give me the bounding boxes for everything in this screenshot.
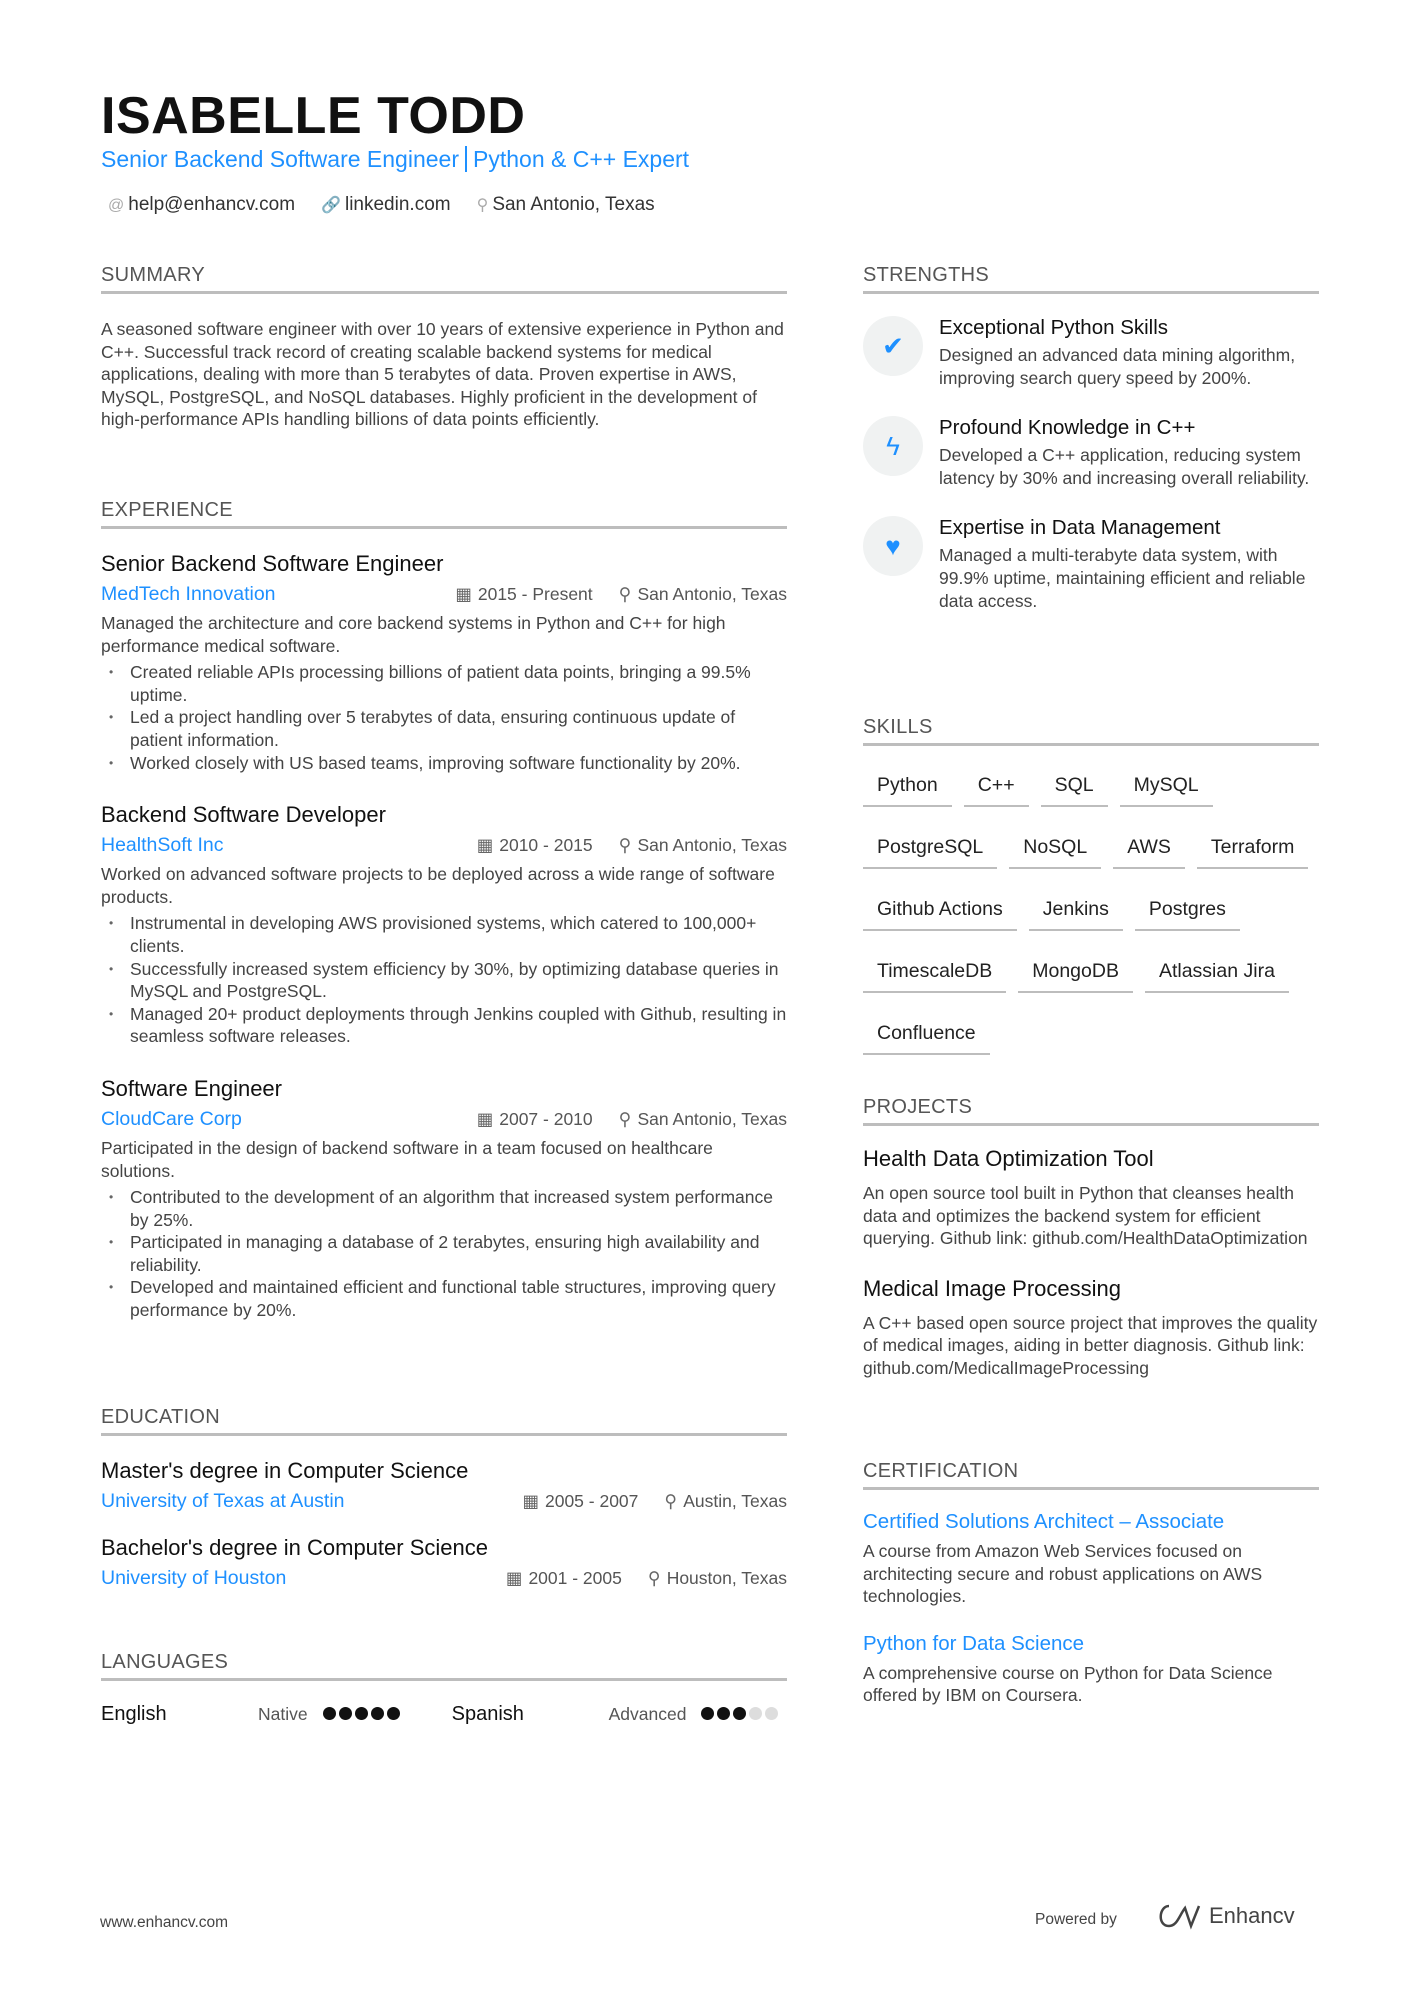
proficiency-dot xyxy=(387,1707,400,1720)
education-meta-row xyxy=(101,1490,787,1513)
project-entry xyxy=(863,1146,1319,1250)
bullet-item: • Participated in managing a database of 2 terabytes, ensuring high availability and reliability. xyxy=(101,1231,787,1276)
location-text: San Antonio, Texas xyxy=(637,1108,787,1129)
experience-entry xyxy=(101,551,787,774)
experience-section xyxy=(101,499,787,1322)
entry-meta xyxy=(522,1491,787,1512)
certification-section xyxy=(863,1460,1319,1707)
bullet-item: • Managed 20+ product deployments through Jenkins coupled with Github, resulting in seamless software releases. xyxy=(101,1003,787,1048)
proficiency-dot xyxy=(371,1707,384,1720)
entry-location xyxy=(619,835,787,856)
education-entry xyxy=(101,1535,787,1590)
contact-item[interactable] xyxy=(321,194,451,216)
strength-title: Expertise in Data Management xyxy=(939,516,1221,540)
language-name: English xyxy=(101,1703,167,1725)
languages-row xyxy=(101,1703,787,1726)
skill-tag: TimescaleDB xyxy=(863,948,1006,993)
section-heading: SUMMARY xyxy=(101,264,787,294)
dates-text: 2015 - Present xyxy=(477,584,593,604)
location-pin-icon: ⚲ xyxy=(647,1568,661,1588)
checkmark-icon: ✔ xyxy=(863,316,923,376)
enhancv-logo[interactable] xyxy=(1155,1902,1295,1930)
contact-text: San Antonio, Texas xyxy=(492,194,655,215)
contact-text: help@enhancv.com xyxy=(128,194,296,215)
strength-text xyxy=(939,316,1319,389)
job-title: Senior Backend Software Engineer xyxy=(101,551,444,576)
project-description: A C++ based open source project that improves the quality of medical images, aiding in better diagnosis. Github link: github.com/MedicalImageProcessing xyxy=(863,1312,1318,1378)
job-title: Software Engineer xyxy=(101,1075,282,1101)
company-name[interactable]: CloudCare Corp xyxy=(101,1107,242,1130)
dates-text: 2007 - 2010 xyxy=(499,1108,593,1129)
candidate-title xyxy=(101,146,689,173)
education-entry xyxy=(101,1458,787,1513)
calendar-icon: ▦ xyxy=(522,1491,539,1511)
strength-title: Exceptional Python Skills xyxy=(939,316,1169,339)
skill-tag: NoSQL xyxy=(1009,824,1101,869)
candidate-name: ISABELLE TODD xyxy=(101,87,526,145)
job-bullets xyxy=(101,912,787,1048)
experience-entry xyxy=(101,1076,787,1322)
location-pin-icon: ⚲ xyxy=(476,197,489,214)
skill-tag: MySQL xyxy=(1120,762,1213,807)
location-text: San Antonio, Texas xyxy=(637,835,787,856)
location-pin-icon: ⚲ xyxy=(618,584,632,604)
skill-tag: Atlassian Jira xyxy=(1145,948,1289,993)
dates-text: 2001 - 2005 xyxy=(528,1568,622,1588)
title-role: Senior Backend Software Engineer xyxy=(101,146,459,172)
certification-entry xyxy=(863,1632,1319,1707)
projects-section xyxy=(863,1096,1319,1380)
skill-tag: Postgres xyxy=(1135,886,1240,931)
job-description: Worked on advanced software projects to be deployed across a wide range of software products. xyxy=(101,864,775,907)
school-name[interactable]: University of Houston xyxy=(101,1567,287,1589)
company-name[interactable]: MedTech Innovation xyxy=(101,583,276,605)
language-level: Advanced xyxy=(608,1704,687,1724)
location-pin-icon: ⚲ xyxy=(618,1108,632,1129)
bullet-item: • Instrumental in developing AWS provisioned systems, which catered to 100,000+ clients. xyxy=(101,912,787,957)
section-heading: SKILLS xyxy=(863,716,1319,746)
proficiency-dot xyxy=(701,1707,714,1720)
degree: Master's degree in Computer Science xyxy=(101,1458,469,1483)
section-heading: EXPERIENCE xyxy=(101,499,787,529)
job-meta-row xyxy=(101,1108,787,1131)
proficiency-dot xyxy=(749,1707,762,1720)
calendar-icon: ▦ xyxy=(455,584,472,604)
skill-tag: PostgreSQL xyxy=(863,824,997,869)
entry-meta xyxy=(477,1109,787,1130)
location-pin-icon: ⚲ xyxy=(664,1491,678,1511)
languages-section xyxy=(101,1651,787,1726)
job-meta-row xyxy=(101,583,787,606)
calendar-icon: ▦ xyxy=(476,835,494,856)
bullet-item: • Worked closely with US based teams, improving software functionality by 20%. xyxy=(101,752,787,775)
entry-dates xyxy=(455,584,592,605)
proficiency-dot xyxy=(717,1707,730,1720)
education-meta-row xyxy=(101,1567,787,1590)
job-bullets xyxy=(101,661,787,774)
section-heading: PROJECTS xyxy=(863,1096,1319,1126)
summary-text: A seasoned software engineer with over 10 years of extensive experience in Python and C++. Successful track record of creating scalable backend systems for medical applications, dealing with more than 5 terabytes of data. Proven expertise in AWS, MySQL, PostgreSQL, and NoSQL databases. Highly proficient in the development of high-performance APIs handling billions of data points efficiently. xyxy=(101,319,784,430)
company-name[interactable]: HealthSoft Inc xyxy=(101,834,224,857)
proficiency-dot xyxy=(765,1707,778,1720)
certification-description: A course from Amazon Web Services focused on architecting secure and robust applications on AWS technologies. xyxy=(863,1541,1263,1607)
section-heading: STRENGTHS xyxy=(863,264,1319,294)
education-section xyxy=(101,1406,787,1590)
proficiency-dot xyxy=(323,1707,336,1720)
strengths-section xyxy=(863,264,1319,639)
location-text: Austin, Texas xyxy=(683,1491,787,1511)
certification-description: A comprehensive course on Python for Data Science offered by IBM on Coursera. xyxy=(863,1662,1273,1706)
entry-dates xyxy=(506,1568,622,1589)
calendar-icon: ▦ xyxy=(505,1568,523,1588)
language-level: Native xyxy=(258,1704,308,1724)
bullet-item: • Successfully increased system efficiency by 30%, by optimizing database queries in MySQL and PostgreSQL. xyxy=(101,958,787,1003)
entry-location xyxy=(619,1109,787,1130)
title-divider xyxy=(465,146,467,172)
title-expertise: Python & C++ Expert xyxy=(473,146,690,172)
job-title: Backend Software Developer xyxy=(101,802,386,828)
degree: Bachelor's degree in Computer Science xyxy=(101,1535,488,1560)
contact-item[interactable] xyxy=(477,194,655,216)
job-meta-row xyxy=(101,834,787,857)
location-pin-icon: ⚲ xyxy=(618,835,632,856)
job-description: Participated in the design of backend software in a team focused on healthcare solutions. xyxy=(101,1137,713,1181)
experience-entry xyxy=(101,802,787,1048)
strength-text xyxy=(939,416,1319,489)
proficiency-dots xyxy=(698,1706,778,1724)
footer-website[interactable]: www.enhancv.com xyxy=(100,1914,229,1931)
entry-dates xyxy=(522,1491,638,1512)
proficiency-dot xyxy=(733,1707,746,1720)
summary-section xyxy=(101,264,787,431)
contact-info xyxy=(108,194,655,216)
contact-text: linkedin.com xyxy=(344,194,451,215)
strength-title: Profound Knowledge in C++ xyxy=(939,416,1196,440)
skills-section xyxy=(863,716,1319,1072)
skill-tag: Confluence xyxy=(863,1010,990,1055)
skill-tag: AWS xyxy=(1113,824,1185,869)
job-description: Managed the architecture and core backend systems in Python and C++ for high performance medical software. xyxy=(101,613,726,656)
contact-item[interactable] xyxy=(108,194,295,216)
certification-title[interactable]: Certified Solutions Architect – Associate xyxy=(863,1510,1225,1533)
entry-meta xyxy=(477,835,787,856)
bullet-item: • Developed and maintained efficient and functional table structures, improving query performance by 20%. xyxy=(101,1276,787,1321)
strength-text xyxy=(939,516,1319,612)
strength-item xyxy=(863,416,1319,489)
strength-description: Developed a C++ application, reducing system latency by 30% and increasing overall reliability. xyxy=(939,445,1310,488)
project-entry xyxy=(863,1276,1319,1380)
skill-tag: Github Actions xyxy=(863,886,1017,931)
powered-by-label: Powered by xyxy=(1035,1911,1117,1928)
project-title: Medical Image Processing xyxy=(863,1275,1122,1301)
certification-title[interactable]: Python for Data Science xyxy=(863,1631,1085,1655)
entry-meta xyxy=(506,1568,787,1589)
bullet-item: • Led a project handling over 5 terabytes of data, ensuring continuous update of patient information. xyxy=(101,706,787,751)
language-name: Spanish xyxy=(451,1703,524,1725)
strength-description: Designed an advanced data mining algorithm, improving search query speed by 200%. xyxy=(939,345,1296,388)
skill-tag: MongoDB xyxy=(1018,948,1133,993)
section-heading: LANGUAGES xyxy=(101,1651,787,1681)
certification-entry xyxy=(863,1510,1319,1608)
heart-icon: ♥ xyxy=(863,516,923,576)
skill-tag: SQL xyxy=(1041,762,1108,807)
strength-item xyxy=(863,316,1319,389)
dates-text: 2010 - 2015 xyxy=(499,835,593,856)
project-title: Health Data Optimization Tool xyxy=(863,1146,1154,1171)
dates-text: 2005 - 2007 xyxy=(544,1491,639,1511)
proficiency-dot xyxy=(355,1707,368,1720)
bullet-item: • Contributed to the development of an algorithm that increased system performance by 25%. xyxy=(101,1186,787,1231)
skill-tag: C++ xyxy=(964,762,1029,807)
entry-dates xyxy=(477,1109,593,1130)
section-heading: CERTIFICATION xyxy=(863,1460,1319,1490)
job-bullets xyxy=(101,1186,787,1322)
entry-meta xyxy=(455,584,787,605)
proficiency-dots xyxy=(320,1706,400,1724)
strength-description: Managed a multi-terabyte data system, with 99.9% uptime, maintaining efficient and reliable data access. xyxy=(939,545,1306,611)
entry-location xyxy=(648,1568,787,1589)
section-heading: EDUCATION xyxy=(101,1406,787,1436)
project-description: An open source tool built in Python that cleanses health data and optimizes the backend system for efficient querying. Github link: github.com/HealthDataOptimization xyxy=(863,1183,1308,1249)
location-text: Houston, Texas xyxy=(666,1568,787,1588)
school-name[interactable]: University of Texas at Austin xyxy=(101,1490,345,1512)
bullet-item: • Created reliable APIs processing billions of patient data points, bringing a 99.5% uptime. xyxy=(101,661,787,706)
entry-location xyxy=(619,584,787,605)
enhancv-logo-icon xyxy=(1155,1902,1201,1930)
link-icon: 🔗 xyxy=(321,197,341,214)
skill-tag: Terraform xyxy=(1197,824,1308,869)
lightning-icon: ϟ xyxy=(863,416,923,476)
location-text: San Antonio, Texas xyxy=(637,584,787,604)
proficiency-dot xyxy=(339,1707,352,1720)
enhancv-brand: Enhancv xyxy=(1209,1903,1295,1928)
skill-tag: Python xyxy=(863,762,952,807)
entry-location xyxy=(664,1491,787,1512)
at-icon: @ xyxy=(108,197,125,214)
calendar-icon: ▦ xyxy=(476,1108,494,1129)
skill-tag: Jenkins xyxy=(1029,886,1123,931)
strength-item xyxy=(863,516,1319,612)
entry-dates xyxy=(477,835,593,856)
